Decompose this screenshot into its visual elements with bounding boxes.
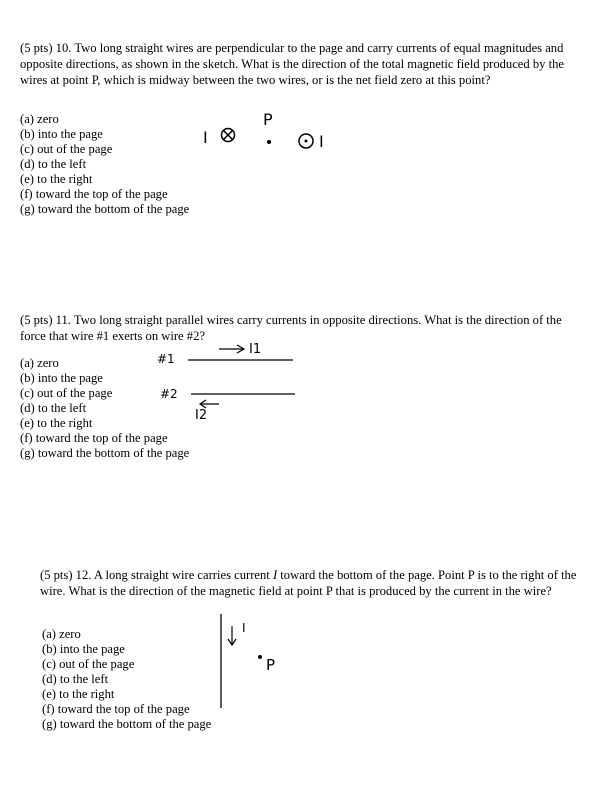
question-12-header: (5 pts) 12. (40, 568, 92, 582)
option-g: (g) toward the bottom of the page (20, 202, 190, 216)
question-12-body-end: toward the bottom of the page. Point P is to the right of the wire. What is the direction of the magnetic field at point P that is produced by the current in the wire? (40, 568, 577, 598)
option-e: (e) to the right (42, 687, 115, 701)
wire-1-label: #1 (157, 352, 175, 366)
question-11-header: (5 pts) 11. (20, 313, 71, 327)
current-label-right: I (319, 132, 324, 151)
option-a: (a) zero (20, 356, 59, 370)
option-c: (c) out of the page (20, 142, 113, 156)
current-symbol: I (272, 568, 278, 582)
right-arrow-icon (219, 345, 244, 353)
option-d: (d) to the left (20, 401, 87, 415)
point-p-dot (258, 655, 262, 659)
out-of-page-wire-icon (299, 134, 313, 148)
question-10-options (20, 112, 189, 217)
option-f: (f) toward the top of the page (42, 702, 190, 716)
question-12-options (42, 627, 211, 732)
question-10-sketch (195, 105, 345, 155)
option-b: (b) into the page (42, 642, 125, 656)
current-1-label: I1 (249, 342, 262, 357)
current-label-left: I (203, 128, 208, 147)
point-p-label: P (266, 656, 276, 674)
question-10-text (20, 40, 585, 88)
option-d: (d) to the left (20, 157, 87, 171)
question-12-body-start: A long straight wire carries current (93, 568, 273, 582)
option-a: (a) zero (20, 112, 59, 126)
wire-2-label: #2 (160, 387, 178, 401)
option-b: (b) into the page (20, 371, 103, 385)
option-f: (f) toward the top of the page (20, 187, 168, 201)
down-arrow-icon (228, 626, 236, 645)
question-11-body: Two long straight parallel wires carry currents in opposite directions. What is the direction of the force that wire #1 exerts on wire #2? (20, 313, 562, 343)
question-12-text (40, 567, 585, 599)
point-p-label: P (263, 110, 273, 129)
question-11-sketch (155, 335, 305, 425)
current-label: I (242, 621, 246, 635)
option-e: (e) to the right (20, 172, 93, 186)
question-10-body: Two long straight wires are perpendicular to the page and carry currents of equal magnitudes and opposite directions, as shown in the sketch. What is the direction of the total magnetic field produced by the wires at point P, which is midway between the two wires, or is the net field zero at this point? (20, 41, 564, 87)
question-12-sketch (215, 612, 295, 712)
option-d: (d) to the left (42, 672, 109, 686)
into-page-wire-icon (222, 129, 235, 142)
option-g: (g) toward the bottom of the page (20, 446, 190, 460)
question-10-header: (5 pts) 10. (20, 41, 72, 55)
option-f: (f) toward the top of the page (20, 431, 168, 445)
option-c: (c) out of the page (42, 657, 135, 671)
option-e: (e) to the right (20, 416, 93, 430)
option-c: (c) out of the page (20, 386, 113, 400)
current-2-label: I2 (195, 408, 208, 423)
option-a: (a) zero (42, 627, 81, 641)
point-p-dot (267, 140, 271, 144)
option-g: (g) toward the bottom of the page (42, 717, 212, 731)
option-b: (b) into the page (20, 127, 103, 141)
left-arrow-icon (200, 400, 219, 408)
